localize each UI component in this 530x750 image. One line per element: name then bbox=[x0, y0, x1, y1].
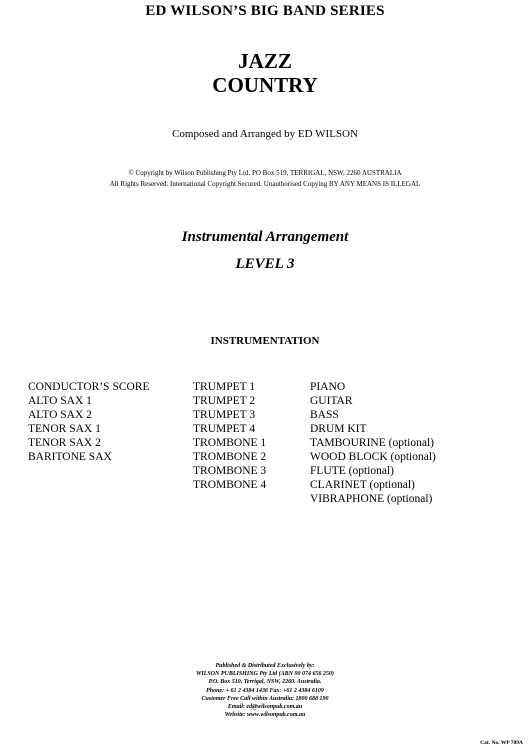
publisher-line: Phone: + 61 2 4384 1436 Fax: +61 2 4384 6109 bbox=[206, 687, 324, 694]
instrument-item: TRUMPET 4 bbox=[193, 423, 256, 435]
instrument-column-2 bbox=[193, 380, 266, 492]
instrument-column-1 bbox=[28, 380, 150, 464]
publisher-line: Published & Distributed Exclusively by: bbox=[215, 663, 315, 669]
instrument-column-3 bbox=[310, 380, 436, 506]
instrument-item: TAMBOURINE (optional) bbox=[310, 437, 434, 449]
series-title: ED WILSON’S BIG BAND SERIES bbox=[145, 3, 385, 19]
title-line-1: JAZZ bbox=[238, 49, 292, 73]
title-line-2: COUNTRY bbox=[212, 73, 318, 97]
instrument-item: TRUMPET 1 bbox=[193, 381, 256, 393]
instrument-item: DRUM KIT bbox=[310, 423, 367, 435]
catalogue-number: Cat. No. WP 709A bbox=[480, 740, 523, 746]
instrument-item: WOOD BLOCK (optional) bbox=[310, 451, 436, 463]
instrumentation-heading: INSTRUMENTATION bbox=[210, 335, 320, 347]
instrument-item: TENOR SAX 1 bbox=[28, 423, 101, 435]
instrument-item: TROMBONE 1 bbox=[193, 437, 267, 449]
publisher-line: Website: www.wilsonpub.com.au bbox=[224, 712, 306, 719]
instrument-item: TROMBONE 2 bbox=[193, 451, 267, 463]
instrument-item: GUITAR bbox=[310, 395, 353, 407]
instrument-item: PIANO bbox=[310, 381, 346, 393]
publisher-line: Customer Free Call within Australia: 1800 688 190 bbox=[201, 695, 329, 702]
instrument-item: ALTO SAX 1 bbox=[28, 395, 92, 407]
instrument-item: ALTO SAX 2 bbox=[28, 409, 92, 421]
publisher-block bbox=[0, 662, 530, 719]
instrument-item: BARITONE SAX bbox=[28, 451, 112, 463]
instrument-item: VIBRAPHONE (optional) bbox=[310, 493, 433, 505]
instrument-item: TROMBONE 3 bbox=[193, 465, 267, 477]
arrangement-type: Instrumental Arrangement bbox=[181, 229, 349, 245]
instrument-item: TROMBONE 4 bbox=[193, 479, 267, 491]
instrument-item: CLARINET (optional) bbox=[310, 479, 415, 491]
copyright-line-2: All Rights Reserved. International Copyright Secured. Unauthorised Copying BY ANY MEANS IS ILLEGAL bbox=[109, 180, 421, 188]
composer-credit: Composed and Arranged by ED WILSON bbox=[172, 128, 358, 140]
instrument-item: TRUMPET 2 bbox=[193, 395, 256, 407]
publisher-line: WILSON PUBLISHING Pty Ltd (ABN 90 074 656 250) bbox=[195, 671, 334, 678]
instrument-item: BASS bbox=[310, 409, 339, 421]
instrument-item: CONDUCTOR’S SCORE bbox=[28, 381, 150, 393]
copyright-line-1: © Copyright by Wilson Publishing Pty Ltd. PO Box 519, TERRIGAL, NSW, 2260 AUSTRALIA bbox=[128, 169, 402, 177]
instrument-item: TRUMPET 3 bbox=[193, 409, 256, 421]
arrangement-level: LEVEL 3 bbox=[235, 256, 295, 272]
instrument-item: FLUTE (optional) bbox=[310, 465, 394, 477]
publisher-line: P.O. Box 519, Terrigal, NSW, 2260. Australia. bbox=[208, 679, 322, 686]
publisher-line: Email: ed@wilsonpub.com.au bbox=[227, 704, 303, 711]
instrument-item: TENOR SAX 2 bbox=[28, 437, 101, 449]
